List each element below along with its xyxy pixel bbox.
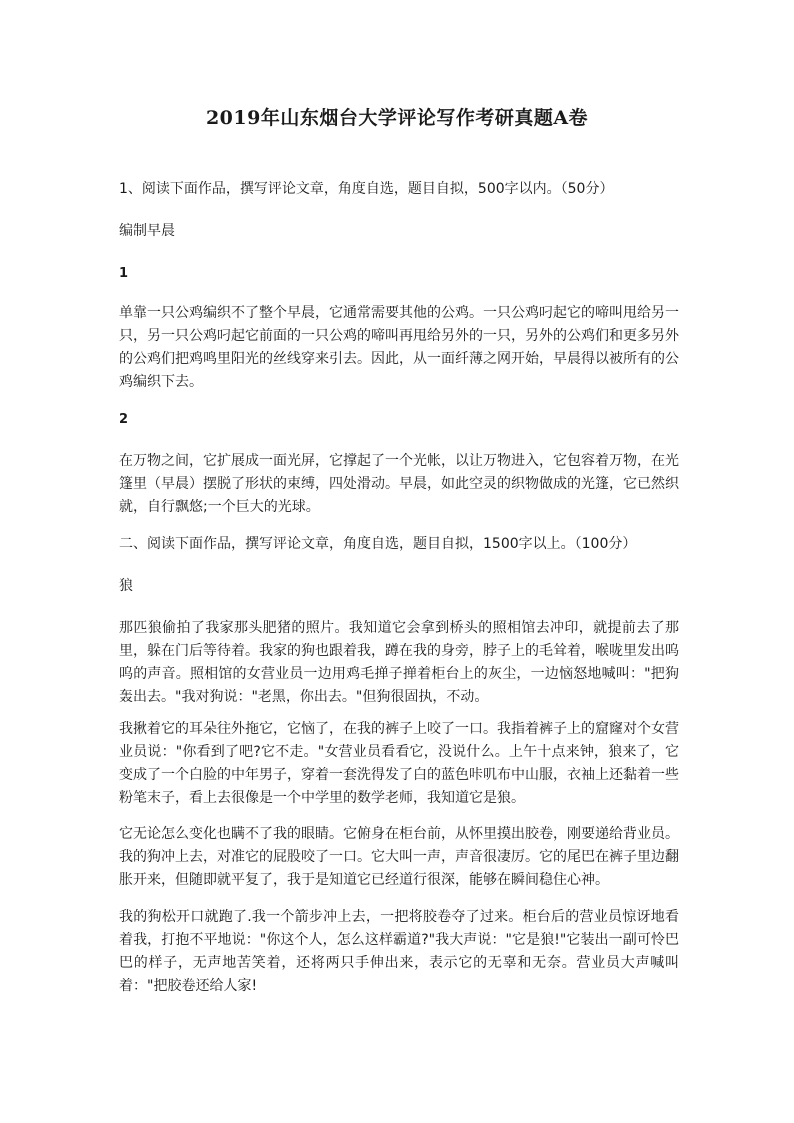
question-2-prompt: 二、阅读下面作品，撰写评论文章，角度自选，题目自拟，1500字以上。（100分） [119, 536, 637, 552]
section-1-paragraph: 单靠一只公鸡编织不了整个早晨，它通常需要其他的公鸡。一只公鸡叼起它的啼叫甩给另一只，另一只公鸡叼起它前面的一只公鸡的啼叫再甩给另外的一只，另外的公鸡们和更多另外的公鸡们把鸡鸣里阳光的丝线穿来引去。因此，从一面纤薄之网开始，早晨得以被所有的公鸡编织下去。 [119, 305, 679, 390]
story-paragraph-2: 我揪着它的耳朵往外拖它，它恼了，在我的裤子上咬了一口。我指着裤子上的窟窿对个女营业员说："你看到了吧?它不走。"女营业员看看它，没说什么。上午十点来钟，狼来了，它变成了一个白脸的中年男子，穿着一套洗得发了白的蓝色咔叽布中山服，衣袖上还黏着一些粉笔末子，看上去很像是一个中学里的数学老师，我知道它是狼。 [119, 721, 679, 806]
question-1-prompt: 1、阅读下面作品，撰写评论文章，角度自选，题目自拟，500字以内。（50分） [119, 181, 614, 197]
story-paragraph-1: 那匹狼偷拍了我家那头肥猪的照片。我知道它会拿到桥头的照相馆去冲印，就提前去了那里，躲在门后等待着。我家的狗也跟着我，蹲在我的身旁，脖子上的毛耸着，喉咙里发出呜呜的声音。照相馆的女营业员一边用鸡毛掸子掸着柜台上的灰尘，一边恼怒地喊叫："把狗轰出去。"我对狗说："老黑，你出去。"但狗很固执，不动。 [119, 620, 679, 705]
story-paragraph-3: 它无论怎么变化也瞒不了我的眼睛。它俯身在柜台前，从怀里摸出胶卷，刚要递给背业员。我的狗冲上去，对准它的屁股咬了一口。它大叫一声，声音很凄厉。它的尾巴在裤子里边翻胀开来，但随即就平复了，我于是知道它已经道行很深，能够在瞬间稳住心神。 [119, 826, 679, 888]
page-title: 2019年山东烟台大学评论写作考研真题A卷 [205, 107, 589, 129]
section-2-number: 2 [119, 412, 129, 427]
question-1-work-title: 编制早晨 [119, 223, 175, 239]
question-2-work-title: 狼 [119, 578, 133, 594]
story-paragraph-4: 我的狗松开口就跑了.我一个箭步冲上去，一把将胶卷夺了过来。柜台后的营业员惊讶地看着我，打抱不平地说："你这个人，怎么这样霸道?"我大声说："它是狼!"它装出一副可怜巴巴的样子，无声地苦笑着，还将两只手伸出来，表示它的无辜和无奈。营业员大声喊叫着："把胶卷还给人家! [119, 909, 679, 994]
section-2-paragraph: 在万物之间，它扩展成一面光屏，它撑起了一个光帐，以让万物进入，它包容着万物，在光篷里（早晨）摆脱了形状的束缚，四处滑动。早晨，如此空灵的织物做成的光篷，它已然织就，自行飘悠;一个巨大的光球。 [119, 453, 679, 515]
section-1-number: 1 [119, 266, 129, 281]
